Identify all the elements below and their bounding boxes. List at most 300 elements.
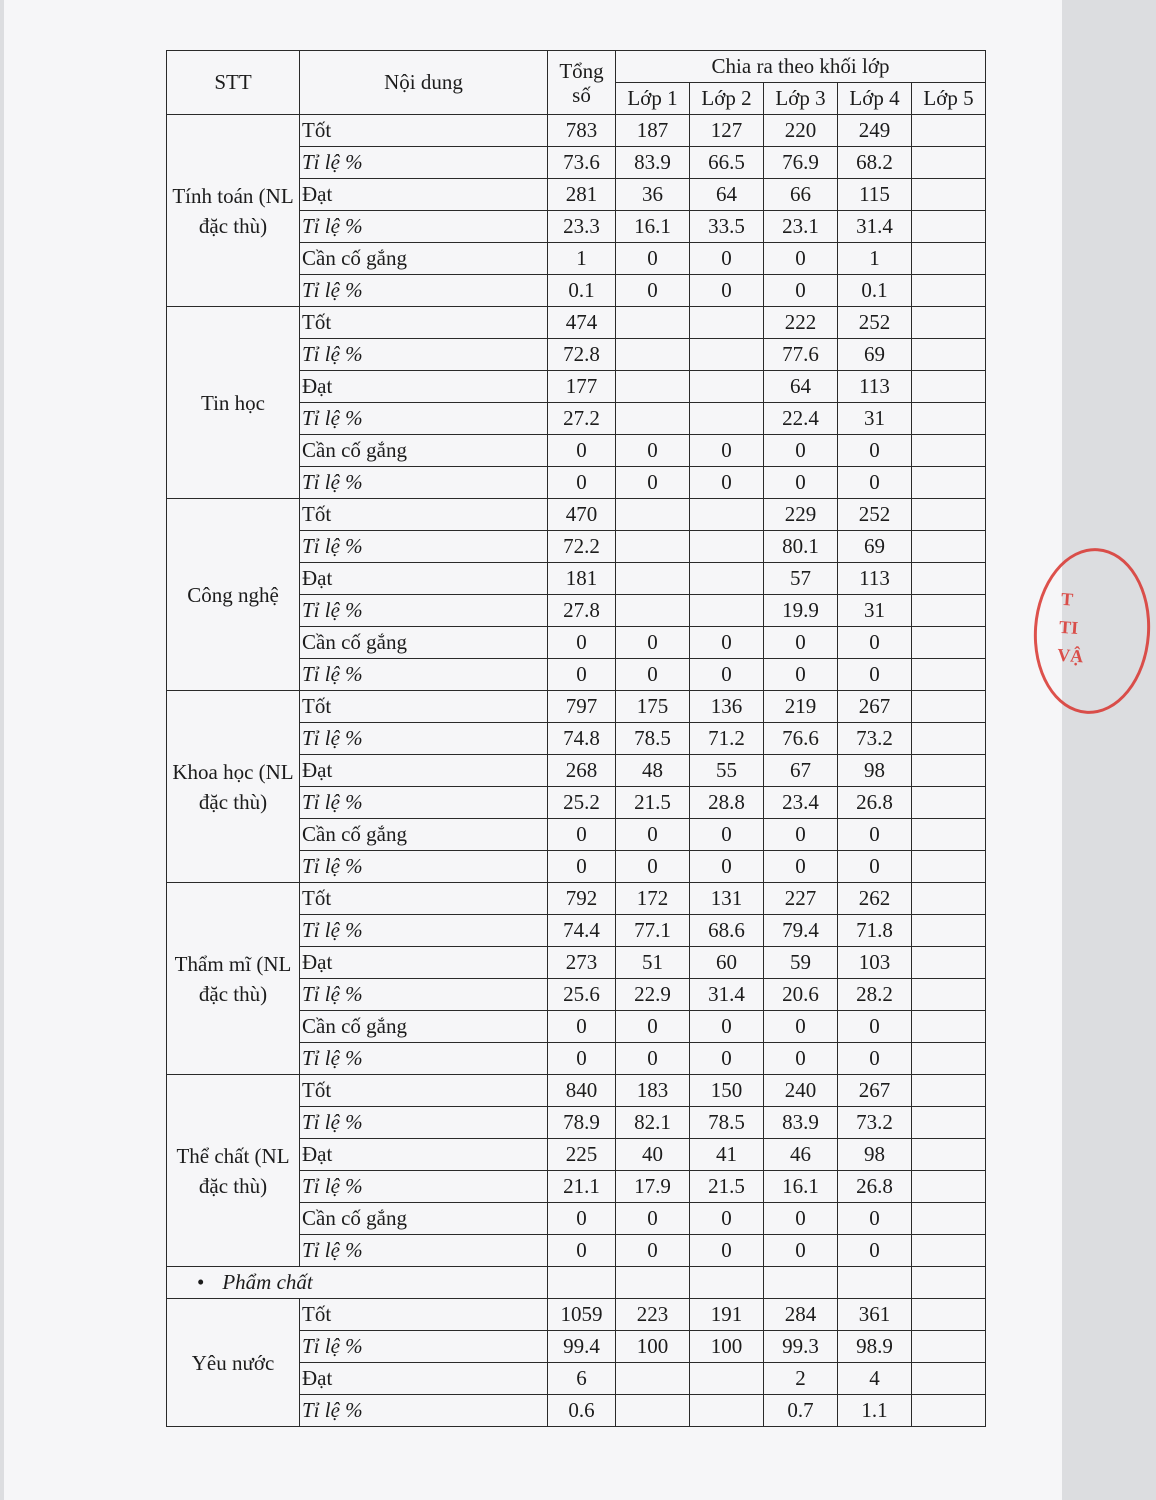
cell-grade-value: 0 xyxy=(690,243,764,275)
cell-grade-value xyxy=(690,499,764,531)
cell-grade-value xyxy=(616,307,690,339)
cell-grade-value: 31.4 xyxy=(690,979,764,1011)
row-label: Tốt xyxy=(300,1299,548,1331)
cell-grade-value xyxy=(912,819,986,851)
cell-total: 0 xyxy=(548,819,616,851)
row-label: Tỉ lệ % xyxy=(300,531,548,563)
row-label: Tốt xyxy=(300,691,548,723)
cell-grade-value: 31 xyxy=(838,403,912,435)
header-grade: Lớp 4 xyxy=(838,83,912,115)
cell-grade-value: 79.4 xyxy=(764,915,838,947)
cell-grade-value: 19.9 xyxy=(764,595,838,627)
cell-total: 23.3 xyxy=(548,211,616,243)
cell-grade-value: 0 xyxy=(838,659,912,691)
row-label: Tỉ lệ % xyxy=(300,915,548,947)
cell-grade-value xyxy=(912,723,986,755)
cell-grade-value: 0 xyxy=(616,851,690,883)
cell-grade-value: 0 xyxy=(838,467,912,499)
cell-grade-value xyxy=(616,403,690,435)
cell-grade-value xyxy=(912,1139,986,1171)
cell-total: 474 xyxy=(548,307,616,339)
cell-grade-value: 66.5 xyxy=(690,147,764,179)
cell-grade-value: 0 xyxy=(838,1203,912,1235)
cell-grade-value: 252 xyxy=(838,499,912,531)
cell-grade-value: 23.4 xyxy=(764,787,838,819)
cell-grade-value: 113 xyxy=(838,563,912,595)
cell-grade-value xyxy=(912,403,986,435)
cell-grade-value: 0 xyxy=(764,851,838,883)
header-grade: Lớp 3 xyxy=(764,83,838,115)
cell-grade-value: 0 xyxy=(616,275,690,307)
cell-grade-value: 82.1 xyxy=(616,1107,690,1139)
row-label: Đạt xyxy=(300,947,548,979)
row-label: Tốt xyxy=(300,307,548,339)
cell-grade-value: 0 xyxy=(690,435,764,467)
cell-grade-value: 220 xyxy=(764,115,838,147)
cell-grade-value: 26.8 xyxy=(838,787,912,819)
cell-grade-value: 131 xyxy=(690,883,764,915)
cell-grade-value xyxy=(690,339,764,371)
cell-grade-value: 99.3 xyxy=(764,1331,838,1363)
cell-grade-value xyxy=(912,371,986,403)
row-label: Tốt xyxy=(300,115,548,147)
cell-grade-value: 22.4 xyxy=(764,403,838,435)
cell-grade-value: 77.1 xyxy=(616,915,690,947)
cell-grade-value: 0.7 xyxy=(764,1395,838,1427)
row-label: Tỉ lệ % xyxy=(300,1107,548,1139)
cell-grade-value: 113 xyxy=(838,371,912,403)
cell-grade-value: 77.6 xyxy=(764,339,838,371)
row-label: Tốt xyxy=(300,1075,548,1107)
subject-name: Thể chất (NL đặc thù) xyxy=(167,1075,300,1267)
cell-grade-value: 0 xyxy=(690,659,764,691)
cell-grade-value xyxy=(912,1043,986,1075)
cell-grade-value xyxy=(912,1331,986,1363)
cell-total: 0 xyxy=(548,467,616,499)
cell-grade-value: 98 xyxy=(838,1139,912,1171)
row-label: Đạt xyxy=(300,371,548,403)
row-label: Tỉ lệ % xyxy=(300,1043,548,1075)
cell-total: 0 xyxy=(548,851,616,883)
section-heading xyxy=(167,1267,548,1299)
header-total: Tổng số xyxy=(548,51,616,115)
cell-total: 74.8 xyxy=(548,723,616,755)
cell-grade-value xyxy=(912,627,986,659)
cell-grade-value: 284 xyxy=(764,1299,838,1331)
cell-total: 0.1 xyxy=(548,275,616,307)
cell-grade-value: 4 xyxy=(838,1363,912,1395)
cell-grade-value: 103 xyxy=(838,947,912,979)
cell-grade-value xyxy=(912,787,986,819)
cell-grade-value xyxy=(912,1107,986,1139)
cell-grade-value: 219 xyxy=(764,691,838,723)
cell-total: 27.8 xyxy=(548,595,616,627)
cell-grade-value: 71.8 xyxy=(838,915,912,947)
cell-grade-value: 0 xyxy=(616,467,690,499)
cell-grade-value: 1.1 xyxy=(838,1395,912,1427)
cell-grade-value: 0 xyxy=(838,851,912,883)
cell-grade-value: 98.9 xyxy=(838,1331,912,1363)
cell-grade-value xyxy=(912,179,986,211)
official-stamp xyxy=(1028,544,1155,718)
cell-grade-value: 0 xyxy=(764,243,838,275)
cell-grade-value: 0 xyxy=(764,1043,838,1075)
cell-total: 73.6 xyxy=(548,147,616,179)
cell-total: 25.2 xyxy=(548,787,616,819)
cell-grade-value xyxy=(912,1235,986,1267)
cell-grade-value: 16.1 xyxy=(764,1171,838,1203)
cell-grade-value: 33.5 xyxy=(690,211,764,243)
cell-grade-value: 21.5 xyxy=(616,787,690,819)
cell-grade-value: 267 xyxy=(838,1075,912,1107)
cell-grade-value xyxy=(912,275,986,307)
cell-grade-value: 0 xyxy=(764,819,838,851)
cell-grade-value: 0 xyxy=(690,1011,764,1043)
cell-grade-value: 252 xyxy=(838,307,912,339)
cell-total: 0 xyxy=(548,1011,616,1043)
cell-grade-value xyxy=(690,403,764,435)
cell-grade-value: 31.4 xyxy=(838,211,912,243)
row-label: Tỉ lệ % xyxy=(300,147,548,179)
table-header xyxy=(167,51,986,115)
cell-grade-value: 1 xyxy=(838,243,912,275)
cell-grade-value xyxy=(912,563,986,595)
header-grade: Lớp 5 xyxy=(912,83,986,115)
cell-grade-value xyxy=(912,147,986,179)
row-label: Tốt xyxy=(300,499,548,531)
table-row xyxy=(167,115,986,147)
cell-grade-value: 0 xyxy=(616,1235,690,1267)
subject-name: Yêu nước xyxy=(167,1299,300,1427)
cell-grade-value xyxy=(912,1299,986,1331)
cell-grade-value: 67 xyxy=(764,755,838,787)
cell-grade-value xyxy=(912,947,986,979)
cell-grade-value: 187 xyxy=(616,115,690,147)
cell-grade-value: 267 xyxy=(838,691,912,723)
cell-grade-value: 83.9 xyxy=(616,147,690,179)
cell-grade-value: 0 xyxy=(616,659,690,691)
cell-grade-value xyxy=(690,595,764,627)
cell-grade-value: 0 xyxy=(838,627,912,659)
cell-total: 281 xyxy=(548,179,616,211)
cell-grade-value: 150 xyxy=(690,1075,764,1107)
cell-grade-value: 21.5 xyxy=(690,1171,764,1203)
cell-grade-value: 78.5 xyxy=(616,723,690,755)
empty-cell xyxy=(616,1267,690,1299)
cell-grade-value xyxy=(616,371,690,403)
cell-total: 0 xyxy=(548,1203,616,1235)
cell-grade-value: 0 xyxy=(616,627,690,659)
cell-total: 0 xyxy=(548,435,616,467)
cell-grade-value: 222 xyxy=(764,307,838,339)
cell-grade-value: 0 xyxy=(690,275,764,307)
subject-name: Khoa học (NL đặc thù) xyxy=(167,691,300,883)
cell-grade-value xyxy=(690,371,764,403)
cell-grade-value xyxy=(912,531,986,563)
cell-grade-value: 191 xyxy=(690,1299,764,1331)
cell-grade-value: 0 xyxy=(616,1203,690,1235)
cell-grade-value: 46 xyxy=(764,1139,838,1171)
empty-cell xyxy=(912,1267,986,1299)
cell-grade-value xyxy=(912,1363,986,1395)
cell-grade-value: 127 xyxy=(690,115,764,147)
cell-grade-value: 71.2 xyxy=(690,723,764,755)
cell-grade-value: 68.6 xyxy=(690,915,764,947)
cell-grade-value: 68.2 xyxy=(838,147,912,179)
cell-total: 74.4 xyxy=(548,915,616,947)
row-label: Cần cố gắng xyxy=(300,1203,548,1235)
cell-grade-value: 227 xyxy=(764,883,838,915)
cell-grade-value: 73.2 xyxy=(838,1107,912,1139)
cell-grade-value: 0 xyxy=(764,627,838,659)
cell-grade-value xyxy=(616,339,690,371)
cell-grade-value: 0 xyxy=(690,627,764,659)
cell-grade-value: 136 xyxy=(690,691,764,723)
subject-name: Tin học xyxy=(167,307,300,499)
cell-grade-value xyxy=(912,467,986,499)
cell-grade-value: 0 xyxy=(690,1043,764,1075)
row-label: Tỉ lệ % xyxy=(300,659,548,691)
cell-grade-value: 0 xyxy=(764,659,838,691)
cell-grade-value: 36 xyxy=(616,179,690,211)
cell-total: 0 xyxy=(548,627,616,659)
cell-grade-value xyxy=(616,595,690,627)
cell-grade-value xyxy=(912,1075,986,1107)
stamp-line: T xyxy=(1060,588,1074,610)
row-label: Tỉ lệ % xyxy=(300,723,548,755)
cell-grade-value xyxy=(690,563,764,595)
header-grade: Lớp 1 xyxy=(616,83,690,115)
cell-total: 840 xyxy=(548,1075,616,1107)
cell-grade-value xyxy=(912,1203,986,1235)
cell-grade-value: 0 xyxy=(690,819,764,851)
cell-grade-value: 175 xyxy=(616,691,690,723)
header-content: Nội dung xyxy=(300,51,548,115)
cell-grade-value xyxy=(912,979,986,1011)
cell-grade-value: 0 xyxy=(764,467,838,499)
cell-grade-value: 28.8 xyxy=(690,787,764,819)
row-label: Tỉ lệ % xyxy=(300,339,548,371)
cell-total: 0.6 xyxy=(548,1395,616,1427)
cell-grade-value: 0 xyxy=(838,819,912,851)
bullet-icon: • xyxy=(197,1270,205,1294)
table-row xyxy=(167,883,986,915)
cell-total: 21.1 xyxy=(548,1171,616,1203)
header-grade: Lớp 2 xyxy=(690,83,764,115)
cell-grade-value: 26.8 xyxy=(838,1171,912,1203)
cell-grade-value xyxy=(616,1363,690,1395)
cell-grade-value: 262 xyxy=(838,883,912,915)
row-label: Đạt xyxy=(300,1139,548,1171)
section-row xyxy=(167,1267,986,1299)
row-label: Cần cố gắng xyxy=(300,1011,548,1043)
header-stt: STT xyxy=(167,51,300,115)
row-label: Tỉ lệ % xyxy=(300,1395,548,1427)
cell-grade-value xyxy=(912,339,986,371)
row-label: Tốt xyxy=(300,883,548,915)
cell-grade-value: 0 xyxy=(616,1011,690,1043)
cell-grade-value: 0 xyxy=(616,819,690,851)
cell-grade-value: 31 xyxy=(838,595,912,627)
cell-grade-value: 64 xyxy=(690,179,764,211)
cell-grade-value: 0 xyxy=(764,1235,838,1267)
cell-grade-value: 183 xyxy=(616,1075,690,1107)
row-label: Tỉ lệ % xyxy=(300,403,548,435)
cell-grade-value: 0 xyxy=(764,1203,838,1235)
row-label: Tỉ lệ % xyxy=(300,595,548,627)
cell-total: 797 xyxy=(548,691,616,723)
cell-total: 783 xyxy=(548,115,616,147)
cell-total: 6 xyxy=(548,1363,616,1395)
cell-grade-value: 0 xyxy=(838,435,912,467)
results-table xyxy=(166,50,986,1427)
cell-grade-value: 20.6 xyxy=(764,979,838,1011)
cell-grade-value: 0 xyxy=(764,435,838,467)
table-body xyxy=(167,115,986,1427)
cell-grade-value: 0 xyxy=(616,1043,690,1075)
row-label: Tỉ lệ % xyxy=(300,1331,548,1363)
cell-total: 0 xyxy=(548,1235,616,1267)
cell-total: 78.9 xyxy=(548,1107,616,1139)
cell-grade-value: 0 xyxy=(838,1011,912,1043)
cell-total: 25.6 xyxy=(548,979,616,1011)
cell-grade-value xyxy=(912,691,986,723)
row-label: Tỉ lệ % xyxy=(300,1171,548,1203)
cell-grade-value: 0 xyxy=(690,1203,764,1235)
row-label: Cần cố gắng xyxy=(300,819,548,851)
cell-grade-value: 98 xyxy=(838,755,912,787)
cell-grade-value xyxy=(616,499,690,531)
cell-grade-value: 64 xyxy=(764,371,838,403)
cell-total: 273 xyxy=(548,947,616,979)
cell-grade-value xyxy=(616,1395,690,1427)
cell-grade-value: 0 xyxy=(764,275,838,307)
cell-grade-value: 16.1 xyxy=(616,211,690,243)
cell-total: 1059 xyxy=(548,1299,616,1331)
cell-grade-value: 0 xyxy=(764,1011,838,1043)
cell-grade-value: 0 xyxy=(690,851,764,883)
row-label: Tỉ lệ % xyxy=(300,851,548,883)
row-label: Đạt xyxy=(300,755,548,787)
stamp-line: VẬ xyxy=(1056,644,1084,667)
table-row xyxy=(167,1075,986,1107)
cell-grade-value: 23.1 xyxy=(764,211,838,243)
cell-grade-value xyxy=(912,851,986,883)
table-row xyxy=(167,1299,986,1331)
cell-grade-value: 51 xyxy=(616,947,690,979)
subject-name: Công nghệ xyxy=(167,499,300,691)
cell-total: 1 xyxy=(548,243,616,275)
cell-grade-value xyxy=(912,883,986,915)
cell-grade-value xyxy=(912,1395,986,1427)
row-label: Tỉ lệ % xyxy=(300,979,548,1011)
cell-grade-value xyxy=(616,531,690,563)
cell-total: 27.2 xyxy=(548,403,616,435)
subject-name: Thẩm mĩ (NL đặc thù) xyxy=(167,883,300,1075)
row-label: Tỉ lệ % xyxy=(300,467,548,499)
cell-grade-value xyxy=(912,499,986,531)
cell-grade-value: 73.2 xyxy=(838,723,912,755)
cell-grade-value: 28.2 xyxy=(838,979,912,1011)
cell-grade-value: 55 xyxy=(690,755,764,787)
header-by-grade: Chia ra theo khối lớp xyxy=(616,51,986,83)
row-label: Cần cố gắng xyxy=(300,627,548,659)
cell-grade-value xyxy=(912,211,986,243)
cell-grade-value: 249 xyxy=(838,115,912,147)
cell-grade-value: 76.9 xyxy=(764,147,838,179)
cell-grade-value xyxy=(912,435,986,467)
row-label: Đạt xyxy=(300,179,548,211)
cell-grade-value: 83.9 xyxy=(764,1107,838,1139)
cell-grade-value xyxy=(690,531,764,563)
cell-grade-value xyxy=(912,243,986,275)
cell-grade-value: 69 xyxy=(838,339,912,371)
cell-grade-value: 57 xyxy=(764,563,838,595)
cell-grade-value: 2 xyxy=(764,1363,838,1395)
cell-grade-value: 48 xyxy=(616,755,690,787)
cell-total: 181 xyxy=(548,563,616,595)
cell-grade-value: 100 xyxy=(690,1331,764,1363)
cell-grade-value: 17.9 xyxy=(616,1171,690,1203)
cell-total: 72.8 xyxy=(548,339,616,371)
table-row xyxy=(167,691,986,723)
cell-grade-value: 40 xyxy=(616,1139,690,1171)
cell-total: 470 xyxy=(548,499,616,531)
cell-grade-value: 240 xyxy=(764,1075,838,1107)
cell-grade-value: 0 xyxy=(838,1235,912,1267)
cell-grade-value: 41 xyxy=(690,1139,764,1171)
cell-grade-value xyxy=(912,915,986,947)
empty-cell xyxy=(548,1267,616,1299)
cell-grade-value xyxy=(912,755,986,787)
cell-total: 0 xyxy=(548,1043,616,1075)
cell-grade-value: 0 xyxy=(690,1235,764,1267)
cell-grade-value: 361 xyxy=(838,1299,912,1331)
cell-grade-value: 78.5 xyxy=(690,1107,764,1139)
row-label: Đạt xyxy=(300,1363,548,1395)
cell-grade-value xyxy=(912,659,986,691)
row-label: Tỉ lệ % xyxy=(300,1235,548,1267)
cell-grade-value: 69 xyxy=(838,531,912,563)
cell-grade-value: 229 xyxy=(764,499,838,531)
cell-grade-value xyxy=(912,1011,986,1043)
section-title: Phẩm chất xyxy=(222,1270,313,1294)
subject-name: Tính toán (NL đặc thù) xyxy=(167,115,300,307)
cell-grade-value xyxy=(616,563,690,595)
cell-total: 72.2 xyxy=(548,531,616,563)
empty-cell xyxy=(838,1267,912,1299)
row-label: Tỉ lệ % xyxy=(300,787,548,819)
cell-grade-value xyxy=(912,595,986,627)
cell-grade-value: 80.1 xyxy=(764,531,838,563)
cell-grade-value: 0 xyxy=(616,435,690,467)
row-label: Tỉ lệ % xyxy=(300,211,548,243)
cell-total: 792 xyxy=(548,883,616,915)
cell-grade-value: 115 xyxy=(838,179,912,211)
row-label: Đạt xyxy=(300,563,548,595)
cell-grade-value xyxy=(912,115,986,147)
cell-grade-value: 22.9 xyxy=(616,979,690,1011)
cell-grade-value: 59 xyxy=(764,947,838,979)
table-row xyxy=(167,307,986,339)
cell-grade-value: 0 xyxy=(838,1043,912,1075)
empty-cell xyxy=(764,1267,838,1299)
row-label: Cần cố gắng xyxy=(300,435,548,467)
cell-grade-value: 100 xyxy=(616,1331,690,1363)
cell-grade-value xyxy=(690,307,764,339)
cell-grade-value: 66 xyxy=(764,179,838,211)
cell-total: 0 xyxy=(548,659,616,691)
